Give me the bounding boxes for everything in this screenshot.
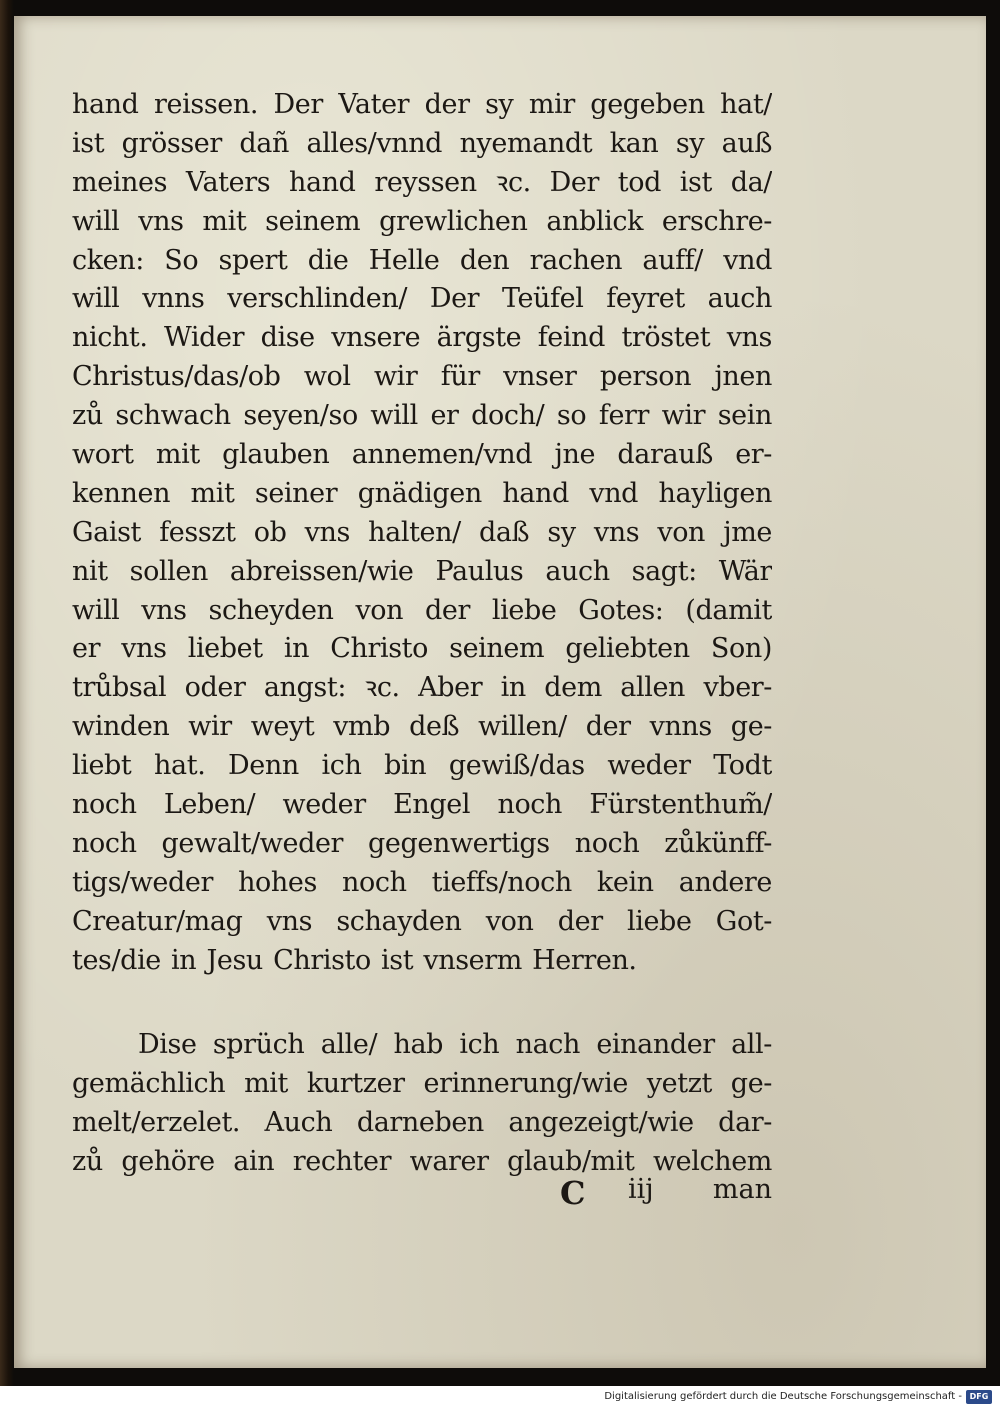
text-line: hand reissen. Der Vater der sy mir gegeben hat/ (72, 89, 772, 120)
text-line: tigs/weder hohes noch tieffs/noch kein andere (72, 866, 772, 898)
text-line: will vns scheyden von der liebe Gotes: (damit (72, 594, 772, 626)
text-line: melt/erzelet. Auch darneben angezeigt/wie dar- (72, 1107, 772, 1139)
text-line: cken: So spert die Helle den rachen auff/ vnd (72, 244, 772, 276)
text-line: zů schwach seyen/so will er doch/ so ferr wir sein (72, 400, 772, 432)
text-line: kennen mit seiner gnädigen hand vnd hayligen (72, 477, 772, 509)
text-line: Christus/das/ob wol wir für vnser person jnen (72, 361, 772, 393)
page-text-block (72, 86, 772, 1182)
text-line: meines Vaters hand reyssen ꝛc. Der tod ist da/ (72, 166, 772, 198)
text-line: liebt hat. Denn ich bin gewiß/das weder Todt (72, 750, 772, 782)
text-line: noch gewalt/weder gegenwertigs noch zůkünff- (72, 827, 772, 859)
text-line: nicht. Wider dise vnsere ärgste feind tröstet vns (72, 322, 772, 354)
catchword: man (712, 1174, 772, 1205)
text-line: wort mit glauben annemen/vnd jne darauß er- (72, 439, 772, 471)
text-line: ist grösser dañ alles/vnnd nyemandt kan sy auß (72, 127, 772, 159)
text-line: tes/die in Jesu Christo ist vnserm Herren. (72, 944, 637, 976)
text-line: noch Leben/ weder Engel noch Fürstenthum̃/ (72, 789, 772, 821)
text-line: er vns liebet in Christo seinem geliebten Son) (72, 633, 772, 665)
book-page (14, 16, 986, 1368)
signature-mark: C (560, 1174, 586, 1212)
text-line: trůbsal oder angst: ꝛc. Aber in dem allen vber- (72, 672, 772, 704)
text-line: zů gehöre ain rechter warer glaub/mit welchem (72, 1146, 772, 1178)
text-line: winden wir weyt vmb deß willen/ der vnns ge- (72, 711, 772, 743)
text-line: will vns mit seinem grewlichen anblick erschre- (72, 205, 772, 237)
text-line: Creatur/mag vns schayden von der liebe Got- (72, 905, 772, 937)
signature-number: iij (628, 1174, 654, 1205)
text-line: Dise sprüch alle/ hab ich nach einander all- (138, 1029, 772, 1061)
text-line: nit sollen abreissen/wie Paulus auch sagt: Wär (72, 555, 772, 587)
credit-bar (0, 1386, 1000, 1410)
text-line: will vnns verschlinden/ Der Teüfel feyret auch (72, 283, 772, 315)
text-line: gemächlich mit kurtzer erinnerung/wie yetzt ge- (72, 1068, 772, 1100)
book-spine-edge (0, 0, 14, 1386)
page-footer (72, 1174, 772, 1214)
text-line: Gaist fesszt ob vns halten/ daß sy vns von jme (72, 516, 772, 548)
dfg-logo: DFG (966, 1390, 992, 1404)
funding-credit: Digitalisierung gefördert durch die Deutsche Forschungsgemeinschaft - (604, 1391, 962, 1402)
paragraph-gap (72, 980, 772, 1026)
